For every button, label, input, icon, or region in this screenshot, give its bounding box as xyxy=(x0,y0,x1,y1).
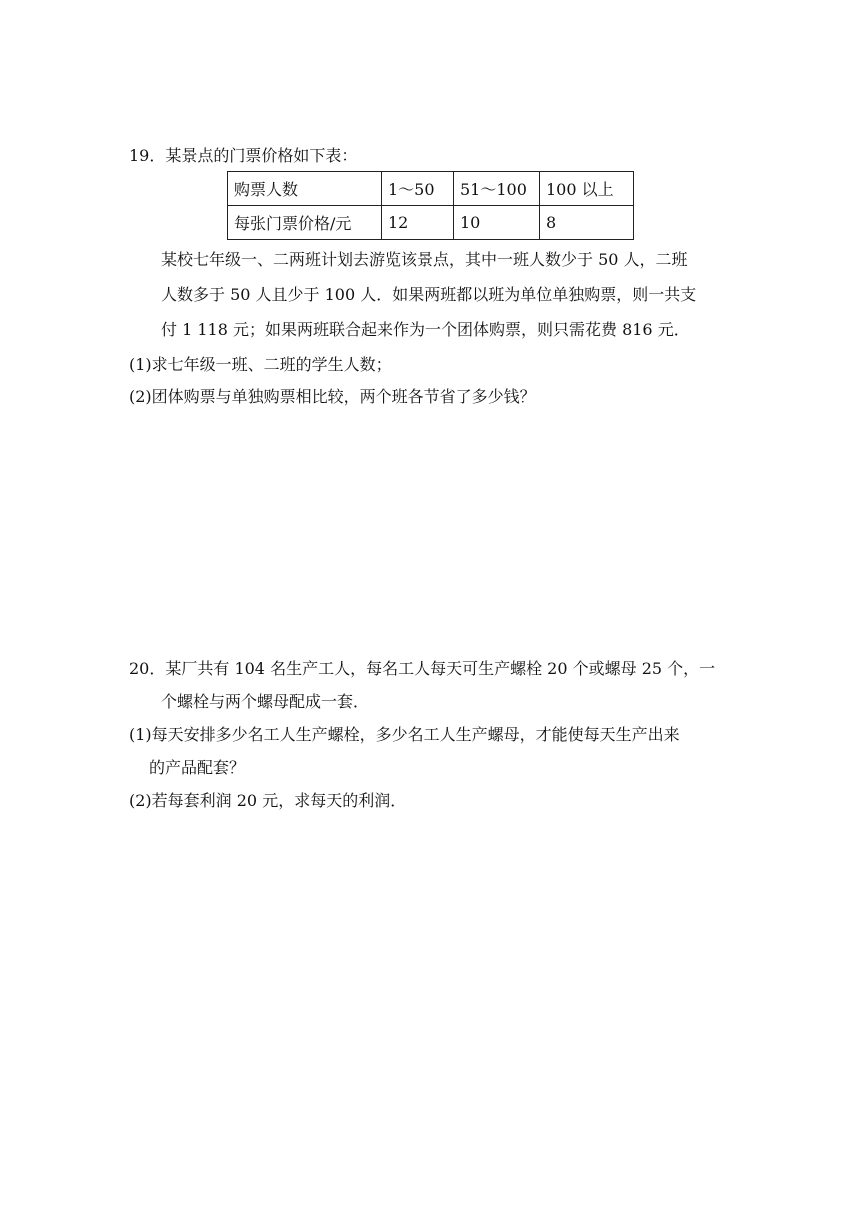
q19-paragraph-line: 付 1 118 元；如果两班联合起来作为一个团体购票，则只需花费 816 元． xyxy=(161,320,690,339)
q20-subquestion-2: (2)若每套利润 20 元，求每天的利润． xyxy=(129,791,407,810)
q19-subquestion-2: (2)团体购票与单独购票相比较，两个班各节省了多少钱？ xyxy=(129,387,536,406)
table-cell: 每张门票价格/元 xyxy=(228,206,382,240)
q20-subquestion-1-line: (1)每天安排多少名工人生产螺栓，多少名工人生产螺母，才能使每天生产出来 xyxy=(129,725,680,744)
q19-paragraph-line: 某校七年级一、二两班计划去游览该景点，其中一班人数少于 50 人，二班 xyxy=(161,250,688,269)
q19-subquestion-1: (1)求七年级一班、二班的学生人数； xyxy=(129,355,392,374)
table-cell: 51～100 xyxy=(454,172,540,206)
q19-title: 19．某景点的门票价格如下表： xyxy=(129,146,358,165)
q20-title-line: 20．某厂共有 104 名生产工人，每名工人每天可生产螺栓 20 个或螺母 25 个，一 xyxy=(129,659,716,678)
table-row xyxy=(228,206,634,240)
table-cell: 8 xyxy=(540,206,634,240)
q19-paragraph-line: 人数多于 50 人且少于 100 人．如果两班都以班为单位单独购票，则一共支 xyxy=(161,285,697,304)
table-cell: 100 以上 xyxy=(540,172,634,206)
table-row xyxy=(228,172,634,206)
table-cell: 10 xyxy=(454,206,540,240)
table-cell: 12 xyxy=(382,206,454,240)
ticket-price-table xyxy=(227,171,634,240)
q20-subquestion-1-line: 的产品配套？ xyxy=(149,758,246,777)
q20-title-line: 个螺栓与两个螺母配成一套． xyxy=(161,692,370,711)
table-cell: 1～50 xyxy=(382,172,454,206)
table-cell: 购票人数 xyxy=(228,172,382,206)
